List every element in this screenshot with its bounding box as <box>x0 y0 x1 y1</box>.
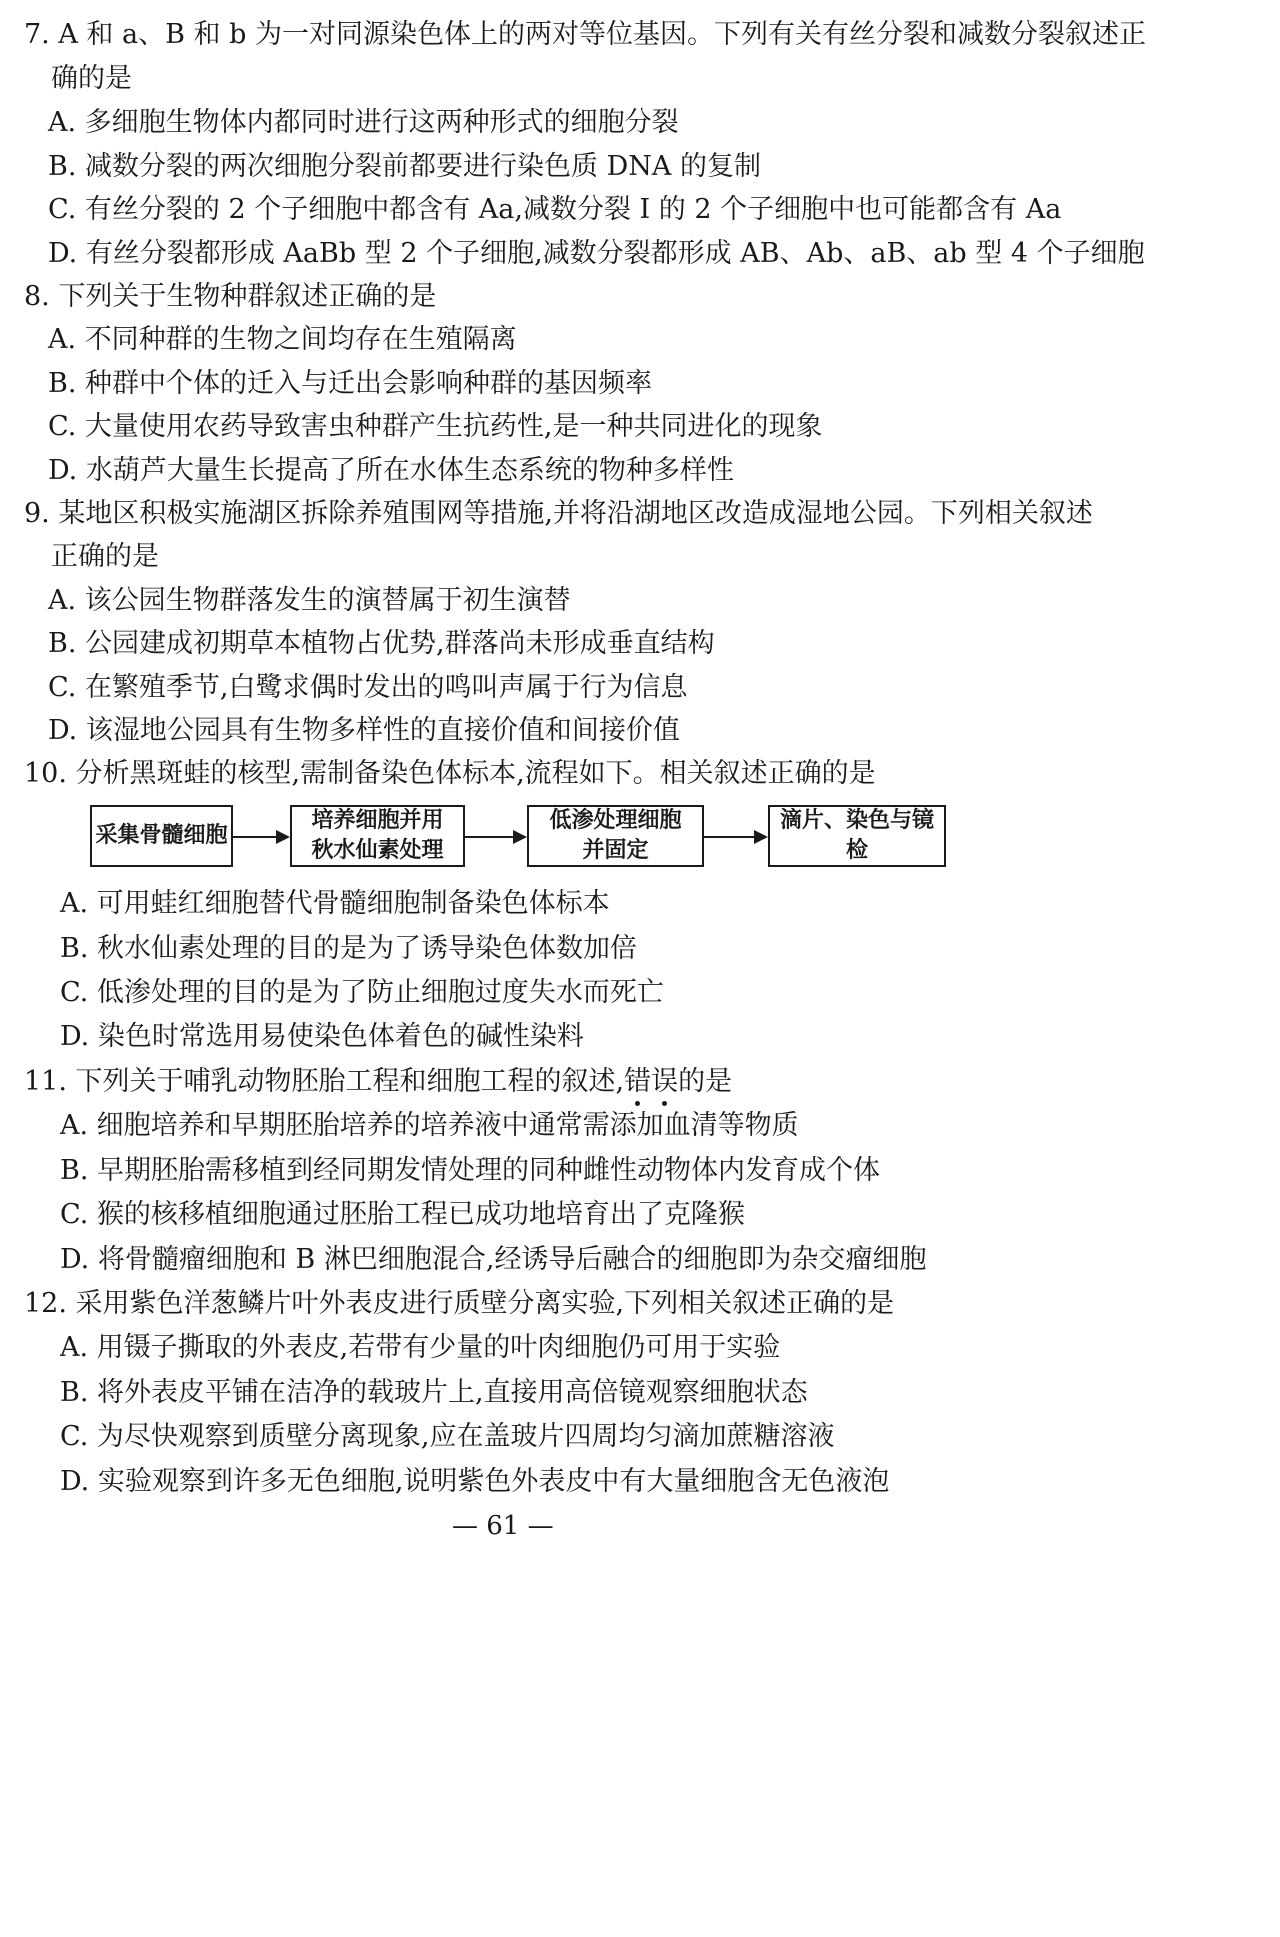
question-9-option-b: B. 公园建成初期草本植物占优势,群落尚未形成垂直结构 <box>48 628 715 659</box>
question-8-option-c: C. 大量使用农药导致害虫种群产生抗药性,是一种共同进化的现象 <box>48 411 823 442</box>
question-12-option-c: C. 为尽快观察到质壁分离现象,应在盖玻片四周均匀滴加蔗糖溶液 <box>60 1421 835 1452</box>
question-12-option-d: D. 实验观察到许多无色细胞,说明紫色外表皮中有大量细胞含无色液泡 <box>60 1466 890 1497</box>
question-11-stem-emphasis <box>624 1065 678 1099</box>
question-11-option-c: C. 猴的核移植细胞通过胚胎工程已成功地培育出了克隆猴 <box>60 1199 745 1230</box>
question-11-option-b: B. 早期胚胎需移植到经同期发情处理的同种雌性动物体内发育成个体 <box>60 1155 881 1186</box>
flow-arrow-1 <box>233 836 288 838</box>
flow-step-3-label-line1: 低渗处理细胞 <box>549 808 682 833</box>
question-9-stem-cont: 正确的是 <box>51 541 159 572</box>
question-10-option-d: D. 染色时常选用易使染色体着色的碱性染料 <box>60 1021 584 1052</box>
flow-step-4-label: 滴片、染色与镜检 <box>779 808 934 863</box>
question-8-option-b: B. 种群中个体的迁入与迁出会影响种群的基因频率 <box>48 368 653 399</box>
flow-step-1 <box>90 805 233 867</box>
question-8-stem: 8. 下列关于生物种群叙述正确的是 <box>24 281 437 312</box>
question-10-stem: 10. 分析黑斑蛙的核型,需制备染色体标本,流程如下。相关叙述正确的是 <box>24 758 876 789</box>
flow-step-2 <box>290 805 465 867</box>
question-11-stem-emphasis-text: 错误 <box>624 1066 679 1097</box>
question-11-stem-after: 的是 <box>678 1066 733 1097</box>
question-11-option-d: D. 将骨髓瘤细胞和 B 淋巴细胞混合,经诱导后融合的细胞即为杂交瘤细胞 <box>60 1244 927 1275</box>
flow-step-3 <box>527 805 704 867</box>
flow-step-1-label: 采集骨髓细胞 <box>95 823 228 848</box>
question-7-option-a: A. 多细胞生物体内都同时进行这两种形式的细胞分裂 <box>48 107 679 138</box>
flow-step-3-label-line2: 并固定 <box>582 838 649 863</box>
question-12-option-a: A. 用镊子撕取的外表皮,若带有少量的叶肉细胞仍可用于实验 <box>60 1332 781 1363</box>
question-8-option-a: A. 不同种群的生物之间均存在生殖隔离 <box>48 324 517 355</box>
flow-arrow-3 <box>704 836 766 838</box>
question-7-option-b: B. 减数分裂的两次细胞分裂前都要进行染色质 DNA 的复制 <box>48 151 761 182</box>
question-9-option-d: D. 该湿地公园具有生物多样性的直接价值和间接价值 <box>48 715 680 746</box>
question-7-option-c: C. 有丝分裂的 2 个子细胞中都含有 Aa,减数分裂 I 的 2 个子细胞中也可能都含有 Aa <box>48 194 1062 225</box>
question-11-stem-before: 11. 下列关于哺乳动物胚胎工程和细胞工程的叙述, <box>24 1066 625 1097</box>
question-7-stem: 7. A 和 a、B 和 b 为一对同源染色体上的两对等位基因。下列有关有丝分裂和减数分裂叙述正 <box>24 19 1146 50</box>
question-9-stem: 9. 某地区积极实施湖区拆除养殖围网等措施,并将沿湖地区改造成湿地公园。下列相关叙述 <box>24 498 1093 529</box>
question-11-option-a: A. 细胞培养和早期胚胎培养的培养液中通常需添加血清等物质 <box>60 1110 799 1141</box>
page-number: — 61 — <box>452 1511 554 1541</box>
question-10-option-c: C. 低渗处理的目的是为了防止细胞过度失水而死亡 <box>60 977 664 1008</box>
question-12-option-b: B. 将外表皮平铺在洁净的载玻片上,直接用高倍镜观察细胞状态 <box>60 1377 808 1408</box>
question-12-stem: 12. 采用紫色洋葱鳞片叶外表皮进行质壁分离实验,下列相关叙述正确的是 <box>24 1288 895 1319</box>
flow-step-2-label-line1: 培养细胞并用 <box>311 808 444 833</box>
flow-step-4 <box>768 805 946 867</box>
question-9-option-a: A. 该公园生物群落发生的演替属于初生演替 <box>48 585 571 616</box>
flow-step-2-label-line2: 秋水仙素处理 <box>311 838 444 863</box>
question-11-stem <box>24 1065 732 1099</box>
question-9-option-c: C. 在繁殖季节,白鹭求偶时发出的鸣叫声属于行为信息 <box>48 672 688 703</box>
question-7-stem-cont: 确的是 <box>51 63 132 94</box>
question-10-option-b: B. 秋水仙素处理的目的是为了诱导染色体数加倍 <box>60 933 638 964</box>
question-8-option-d: D. 水葫芦大量生长提高了所在水体生态系统的物种多样性 <box>48 455 734 486</box>
question-7-option-d: D. 有丝分裂都形成 AaBb 型 2 个子细胞,减数分裂都形成 AB、Ab、aB、ab 型 4 个子细胞 <box>48 238 1145 269</box>
flow-arrow-2 <box>465 836 525 838</box>
question-10-option-a: A. 可用蛙红细胞替代骨髓细胞制备染色体标本 <box>60 888 610 919</box>
emphasis-dots <box>624 1101 678 1107</box>
